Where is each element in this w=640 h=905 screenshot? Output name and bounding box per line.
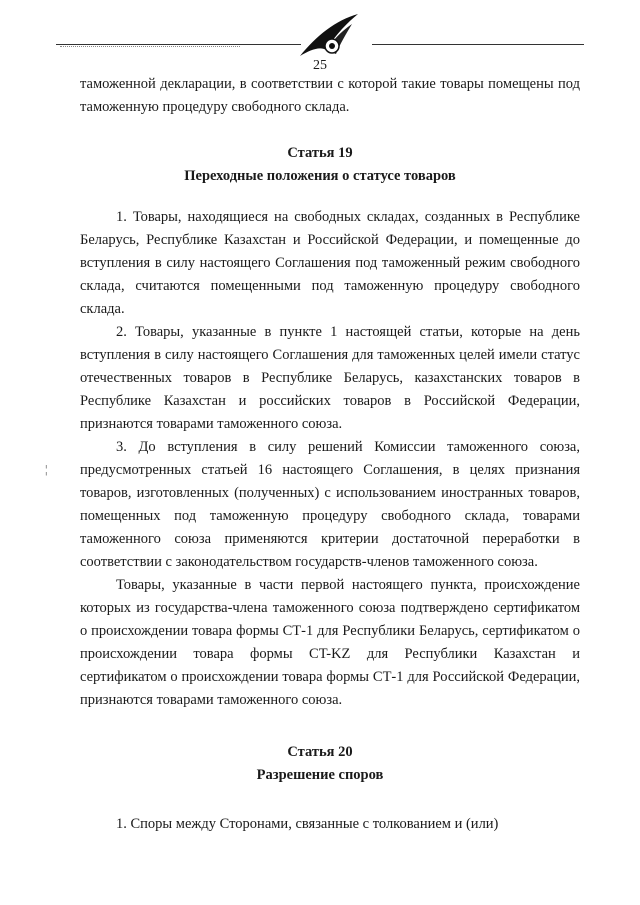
header-rule-right bbox=[372, 44, 584, 45]
article-19-body bbox=[80, 206, 580, 712]
page-number: 25 bbox=[313, 58, 327, 73]
intro-paragraph bbox=[80, 73, 580, 119]
article-20-title: Разрешение споров bbox=[256, 767, 384, 783]
emblem-icon bbox=[296, 6, 376, 62]
article-20-paragraph-1: 1. Споры между Сторонами, связанные с толкованием и (или) bbox=[116, 816, 499, 832]
article-19-paragraph-2: 2. Товары, указанные в пункте 1 настоящей статьи, которые на день вступления в силу настоящего Соглашения для таможенных целей имели статус отечественных товаров в Республике Беларусь, казахстанских товаров в Республике Казахстан и российских товаров в Российской Федерации, признаются товарами таможенного союза. bbox=[80, 324, 580, 432]
article-19-paragraph-1: 1. Товары, находящиеся на свободных складах, созданных в Республике Беларусь, Республике Казахстан и Российской Федерации, и помещенные до вступления в силу настоящего Соглашения под таможенный режим свободного склада, считаются помещенными под таможенную процедуру свободного склада. bbox=[80, 209, 580, 317]
header-rule-left bbox=[56, 44, 301, 45]
article-19-paragraph-3: 3. До вступления в силу решений Комиссии таможенного союза, предусмотренных статьей 16 настоящего Соглашения, в целях признания товаров, изготовленных (полученных) с использованием иностранных товаров, помещенных под таможенную процедуру свободного склада, товарами таможенного союза применяются критерии достаточной переработки в соответствии с законодательством государств-членов таможенного союза. bbox=[80, 439, 580, 570]
article-19-paragraph-3-part-2: Товары, указанные в части первой настоящего пункта, происхождение которых из государства-члена таможенного союза подтверждено сертификатом о происхождении товара формы СТ-1 для Республики Беларусь, сертификатом о происхождении товара формы CT-KZ для Республики Казахстан и сертификатом о происхождении товара формы СТ-1 для Российской Федерации, признаются товарами таможенного союза. bbox=[80, 577, 580, 708]
margin-mark: ¦ bbox=[45, 462, 48, 476]
article-19-number: Статья 19 bbox=[287, 145, 353, 161]
article-19-title: Переходные положения о статусе товаров bbox=[184, 168, 456, 184]
article-20-number: Статья 20 bbox=[287, 744, 353, 760]
article-20-body bbox=[80, 813, 580, 836]
header-scan-artifact bbox=[60, 46, 240, 50]
intro-text: таможенной декларации, в соответствии с которой такие товары помещены под таможенную процедуру свободного склада. bbox=[80, 76, 580, 115]
